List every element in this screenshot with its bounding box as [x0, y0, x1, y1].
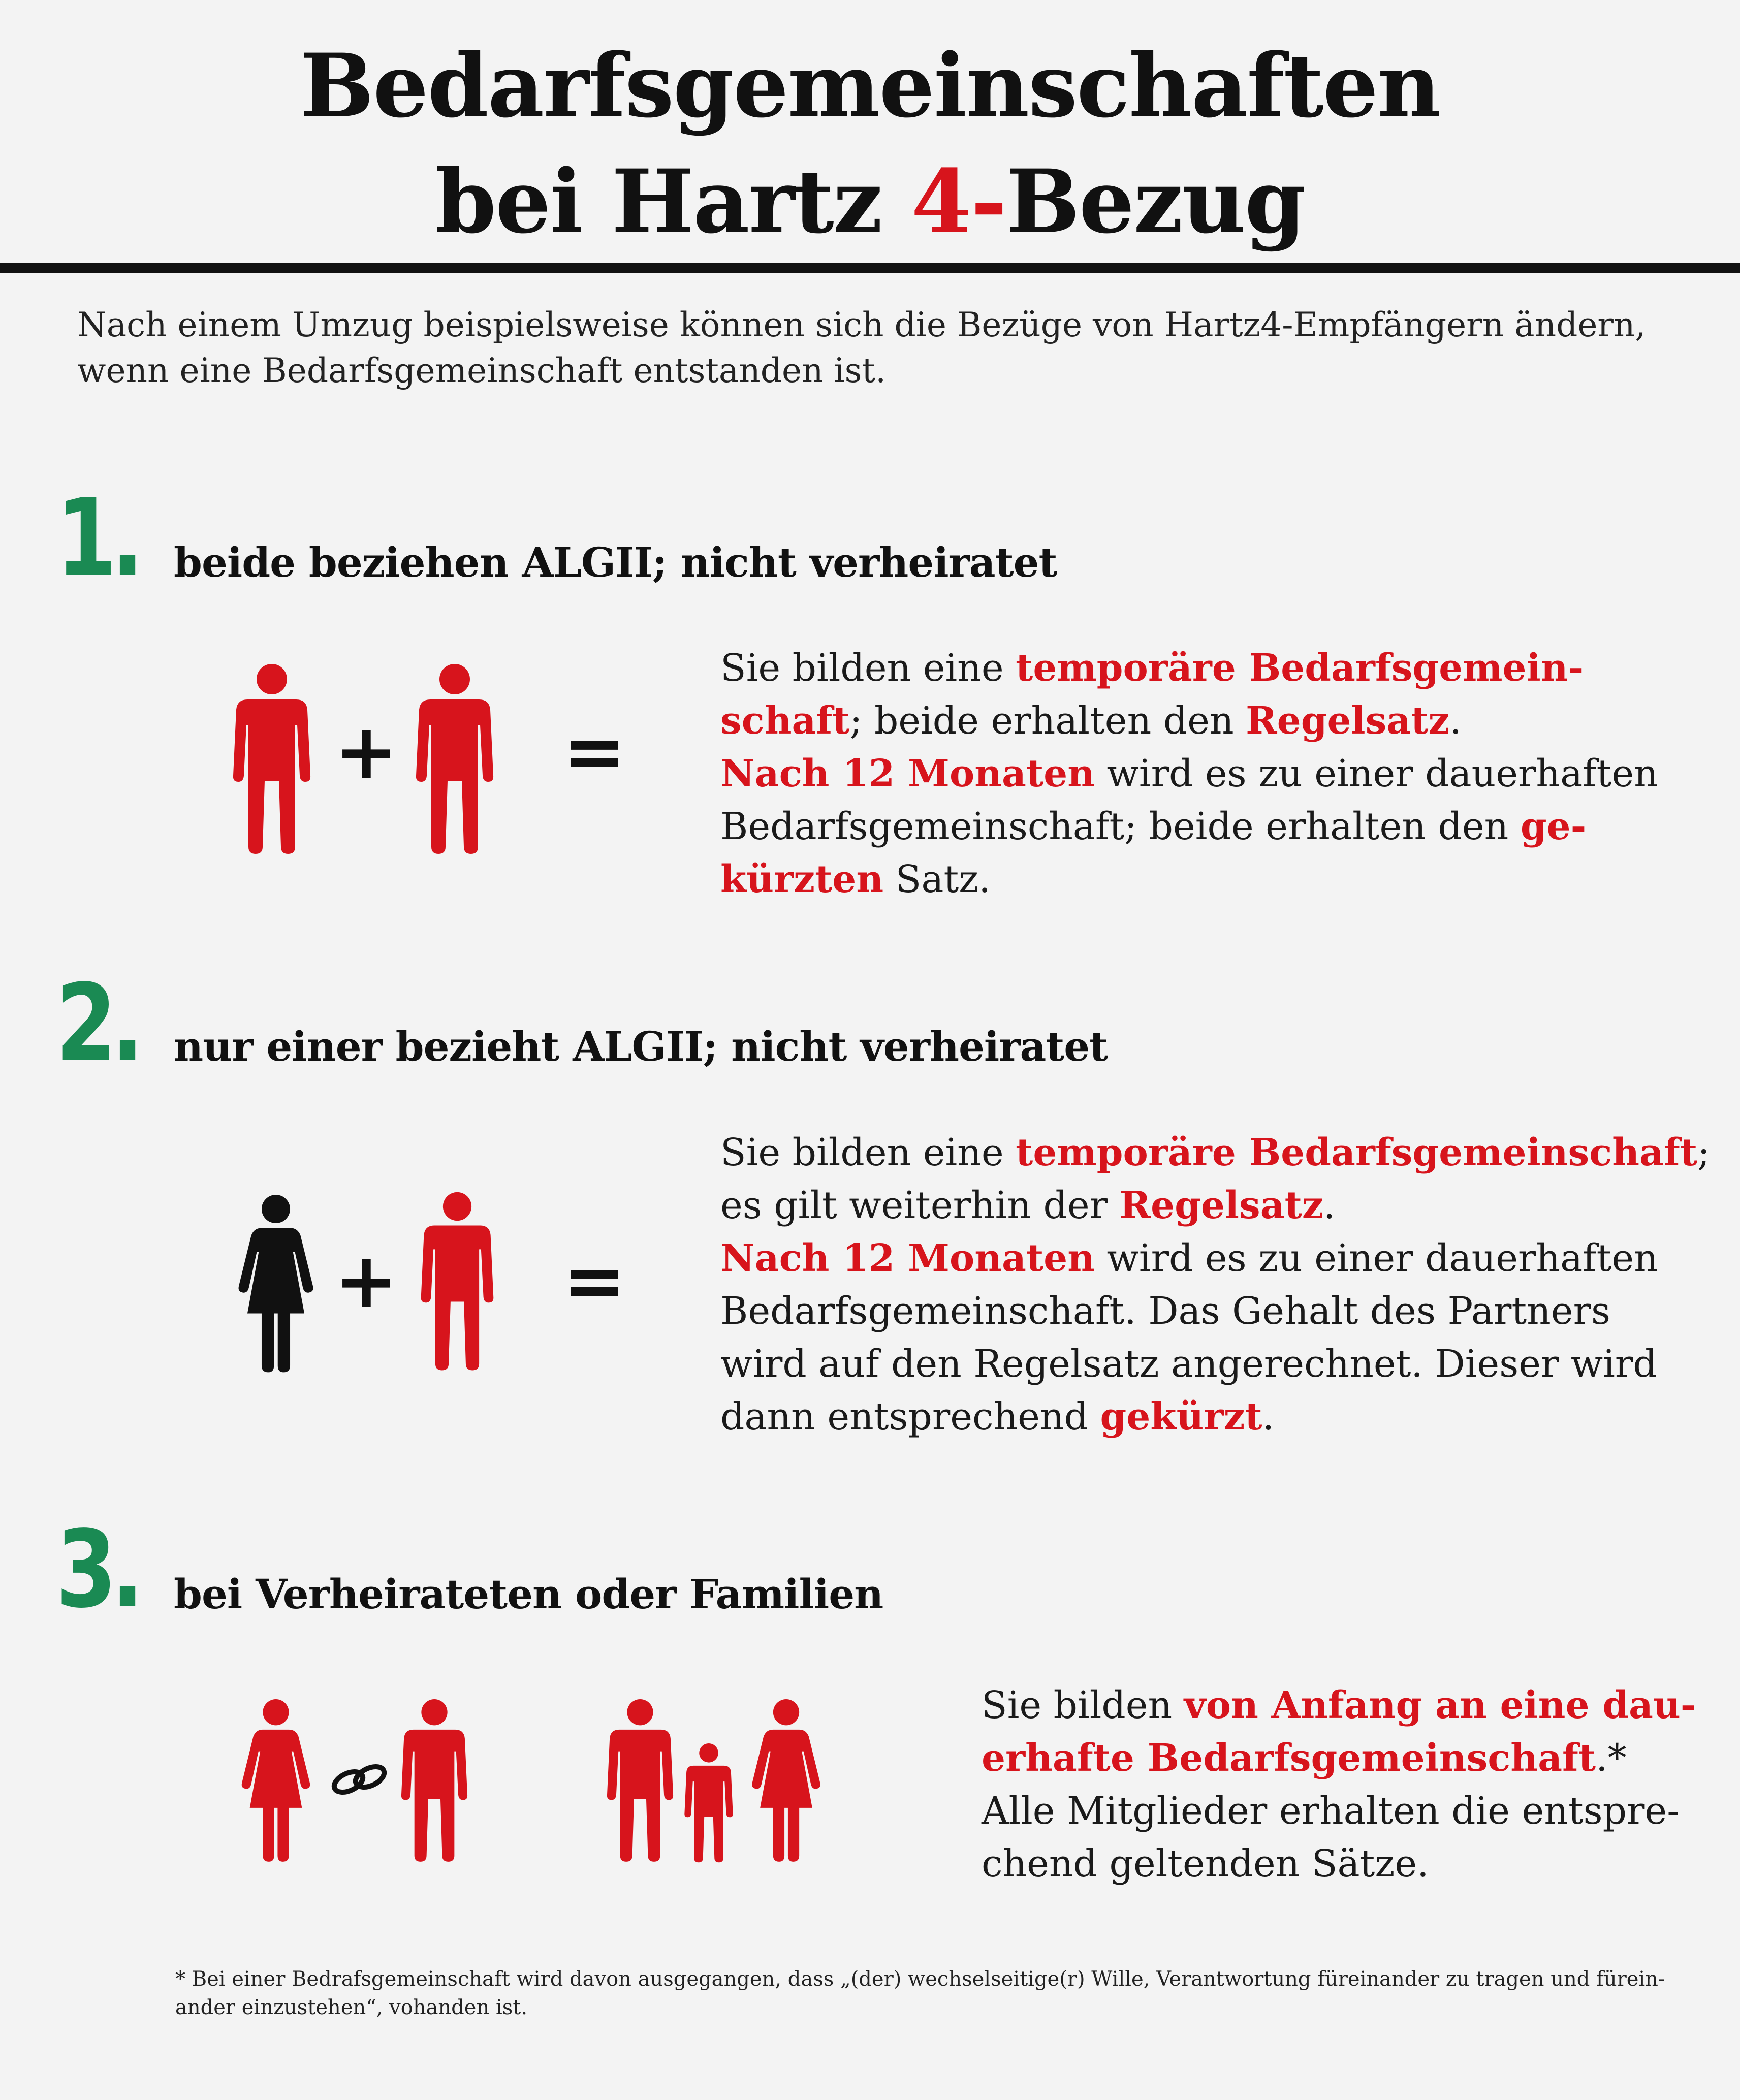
highlight-text: schaft: [720, 699, 850, 743]
section-3-number: 3.: [56, 1507, 139, 1632]
description-text: chend geltenden Sätze.: [982, 1842, 1429, 1886]
footnote-line-2: ander einzustehen“, vohanden ist.: [175, 1996, 528, 2019]
wedding-rings-icon: [329, 1762, 390, 1797]
description-text: wird auf den Regelsatz angerechnet. Dieser wird: [720, 1342, 1657, 1386]
description-text: ; beide erhalten den: [849, 699, 1246, 743]
description-text: wird es zu einer dauerhaften: [1095, 752, 1658, 796]
highlight-text: Regelsatz: [1246, 699, 1450, 743]
highlight-text: kürzten: [720, 857, 884, 901]
highlight-text: temporäre Bedarfsgemeinschaft: [1016, 1131, 1697, 1174]
footnote: [175, 1965, 1679, 2022]
description-text: Sie bilden: [982, 1683, 1184, 1727]
description-text: .: [1262, 1395, 1275, 1439]
page-title: [0, 28, 1740, 260]
title-line-1: Bedarfsgemeinschaften: [300, 34, 1440, 137]
highlight-text: Nach 12 Monaten: [720, 1236, 1095, 1280]
title-line-2: [0, 144, 1740, 260]
section-1-heading: beide beziehen ALGII; nicht verheiratet: [174, 538, 1057, 586]
highlight-text: gekürzt: [1100, 1395, 1262, 1439]
description-text: Alle Mitglieder erhalten die entspre-: [982, 1789, 1680, 1833]
description-text: Satz.: [883, 857, 991, 901]
description-text: .: [1449, 699, 1462, 743]
title-hartz-number: 4-: [911, 150, 1006, 253]
highlight-text: Regelsatz: [1119, 1184, 1323, 1227]
woman-icon-red: [238, 1699, 324, 1862]
highlight-text: ge-: [1520, 805, 1587, 848]
equals-sign: =: [562, 708, 626, 796]
intro-text: Nach einem Umzug beispielsweise können sich die Bezüge von Hartz4-Empfängern ändern, wenn eine Bedarfsgemeinschaft entstanden ist.: [77, 305, 1646, 390]
description-text: wird es zu einer dauerhaften: [1095, 1236, 1658, 1280]
plus-sign: +: [334, 1237, 398, 1325]
man-icon-red: [399, 1699, 475, 1867]
footnote-line-1: * Bei einer Bedrafsgemeinschaft wird davon ausgegangen, dass „(der) wechselseitige(r) Wille, Verantwortung füreinander zu tragen und fürein-: [175, 1967, 1665, 1991]
title-line-2-pre: bei Hartz: [435, 150, 882, 253]
highlight-text: von Anfang an eine dau-: [1184, 1683, 1696, 1727]
description-text: dann entsprechend: [720, 1395, 1100, 1439]
man-icon-red: [231, 664, 318, 857]
man-icon-red: [414, 664, 500, 857]
child-icon-red: [681, 1743, 742, 1865]
description-text: .: [1323, 1184, 1336, 1227]
description-text: .*: [1596, 1736, 1627, 1780]
section-2-heading: nur einer bezieht ALGII; nicht verheiratet: [174, 1023, 1108, 1070]
woman-icon-red: [747, 1699, 828, 1867]
man-icon-red: [419, 1189, 505, 1382]
section-1-number: 1.: [56, 476, 139, 600]
title-line-2-post: Bezug: [1006, 150, 1305, 253]
description-text: Bedarfsgemeinschaft. Das Gehalt des Partners: [720, 1289, 1610, 1333]
woman-icon-black: [235, 1195, 322, 1388]
section-1-description: [720, 642, 1711, 906]
description-text: Sie bilden eine: [720, 646, 1016, 690]
section-2-description: [720, 1126, 1711, 1443]
man-icon-red: [605, 1699, 681, 1867]
highlight-text: Nach 12 Monaten: [720, 752, 1095, 796]
section-3-heading: bei Verheirateten oder Familien: [174, 1570, 883, 1618]
section-3-description: [982, 1679, 1718, 1890]
description-text: Bedarfsgemeinschaft; beide erhalten den: [720, 805, 1521, 848]
highlight-text: temporäre Bedarfsgemein-: [1016, 646, 1584, 690]
description-text: es gilt weiterhin der: [720, 1184, 1120, 1227]
section-2-number: 2.: [56, 961, 139, 1086]
description-text: ;: [1697, 1131, 1710, 1174]
title-divider: [0, 263, 1740, 273]
equals-sign: =: [562, 1237, 626, 1325]
highlight-text: erhafte Bedarfsgemeinschaft: [982, 1736, 1596, 1780]
plus-sign: +: [334, 708, 398, 796]
description-text: Sie bilden eine: [720, 1131, 1016, 1174]
